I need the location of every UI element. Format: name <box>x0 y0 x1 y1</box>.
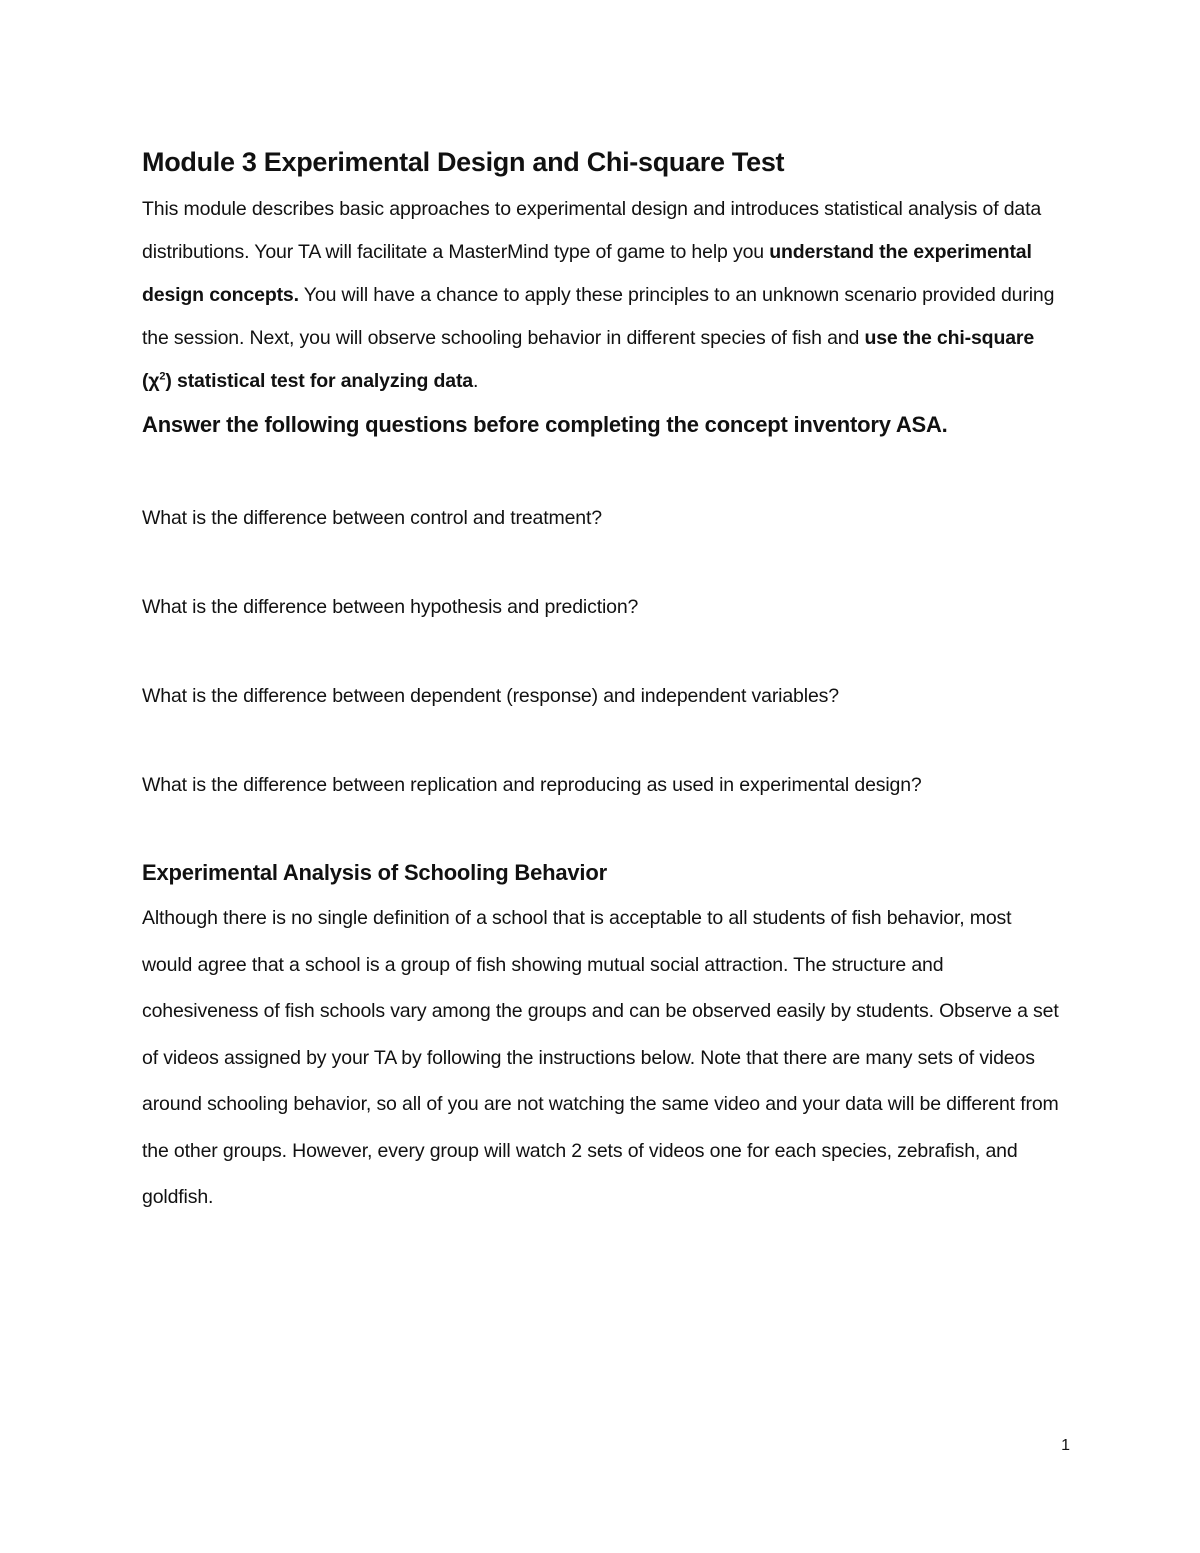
question-replication-reproducing: What is the difference between replication and reproducing as used in experimental design? <box>142 774 922 796</box>
intro-bold-2-end: ) statistical test for analyzing data <box>165 370 474 392</box>
chi-square-superscript: 2 <box>159 370 166 383</box>
analysis-paragraph: Although there is no single definition of a school that is acceptable to all students of fish behavior, most would agree that a school is a group of fish showing mutual social attraction. The structure and cohesiveness of fish schools vary among the groups and can be observed easily by students. Observe a set of videos assigned by your TA by following the instructions below. Note that there are many sets of videos around schooling behavior, so all of you are not watching the same video and your data will be different from the other groups. However, every group will watch 2 sets of videos one for each species, zebrafish, and goldfish. <box>142 907 1059 1208</box>
question-hypothesis-prediction: What is the difference between hypothesis and prediction? <box>142 596 639 618</box>
answer-questions-heading: Answer the following questions before completing the concept inventory ASA. <box>142 412 948 437</box>
question-list <box>142 503 1062 800</box>
analysis-heading: Experimental Analysis of Schooling Behavior <box>142 860 607 885</box>
intro-text-1: This module describes basic approaches to experimental design and introduces statistical analysis of data distributions. Your TA will facilitate a MasterMind type of game to help you <box>142 198 1042 263</box>
intro-bold-2-start: use the chi-square (χ <box>142 327 1035 392</box>
question-dependent-independent: What is the difference between dependent (response) and independent variables? <box>142 685 839 707</box>
intro-text-2: You will have a chance to apply these principles to an unknown scenario provided during the session. Next, you will observe schooling behavior in different species of fish and <box>142 284 1055 349</box>
page-number: 1 <box>1061 1437 1070 1454</box>
intro-bold-1: understand the experimental design concepts. <box>142 241 1032 306</box>
page-content <box>142 140 1062 1221</box>
intro-end: . <box>473 370 479 392</box>
question-control-treatment: What is the difference between control and treatment? <box>142 507 602 529</box>
document-title: Module 3 Experimental Design and Chi-square Test <box>142 147 785 177</box>
intro-paragraph <box>142 188 1062 403</box>
